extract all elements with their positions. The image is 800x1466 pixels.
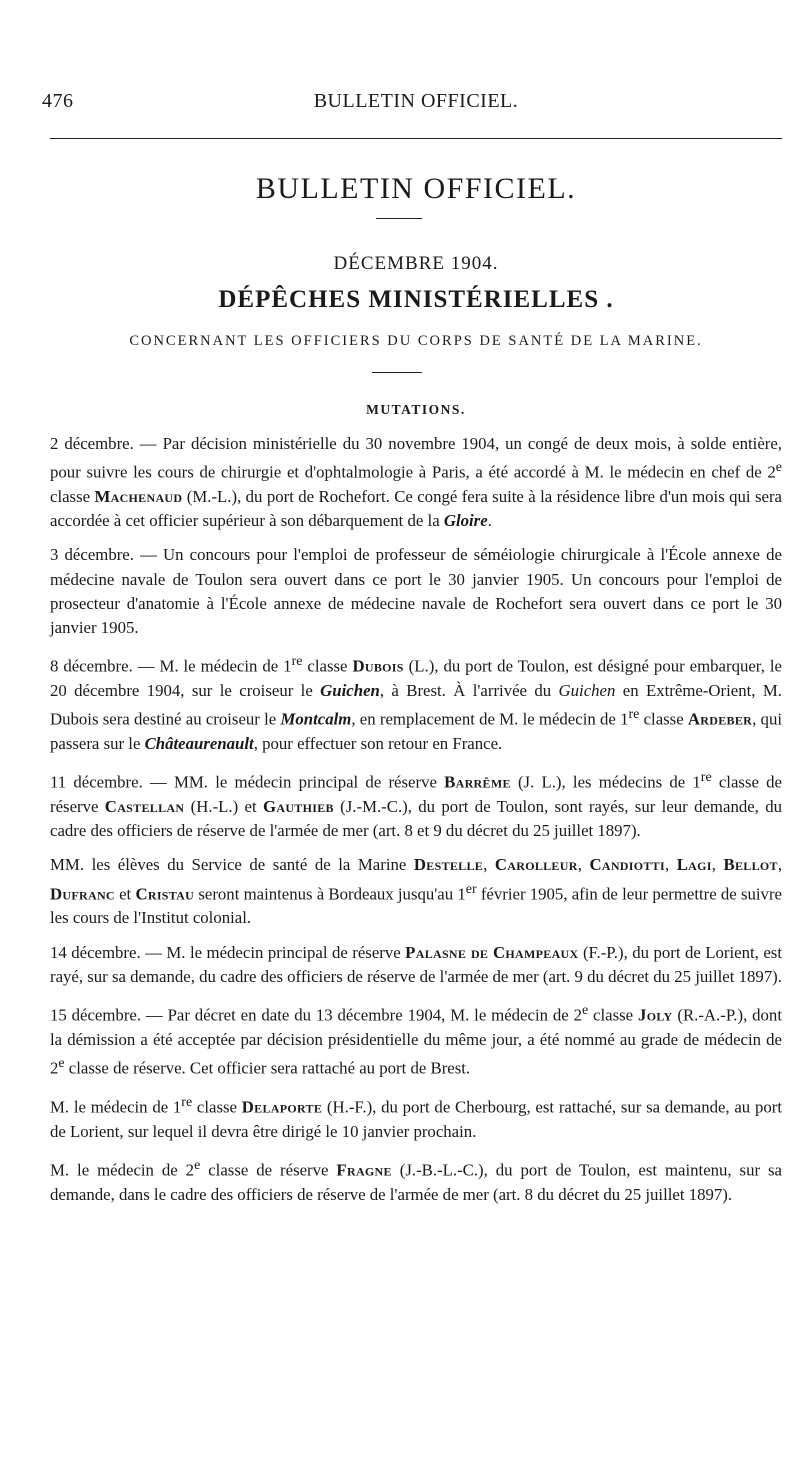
paragraph-fragne: M. le médecin de 2e classe de réserve Fragne (J.-B.-L.-C.), du port de Toulon, est maintenu, sur sa demande, dans le cadre des officiers de réserve de l'armée de mer (art. 8 du décret du 25 juillet 1897). <box>50 1157 782 1204</box>
title-rule <box>376 218 422 219</box>
student-name: Bellot <box>723 855 778 875</box>
body-text <box>50 432 782 1217</box>
paragraph-dec-8: 8 décembre. — M. le médecin de 1re classe Dubois (L.), du port de Toulon, est désigné pour embarquer, le 20 décembre 1904, sur le croiseur le Guichen, à Brest. À l'arrivée du Guichen en Extrême-Orient, M. Dubois sera destiné au croiseur le Montcalm, en remplacement de M. le médecin de 1re classe Ardeber, qui passera sur le Châteaurenault, pour effectuer son retour en France. <box>50 654 783 754</box>
date-heading: DÉCEMBRE 1904. <box>333 253 499 274</box>
officer-name: Joly <box>638 1005 673 1025</box>
document-page <box>42 0 783 1466</box>
section-heading: DÉPÊCHES MINISTÉRIELLES . <box>218 286 614 313</box>
running-title: BULLETIN OFFICIEL. <box>313 90 519 112</box>
officer-name: Ardeber <box>687 709 753 729</box>
paragraph-dec-3: 3 décembre. — Un concours pour l'emploi de professeur de séméiologie chirurgicale à l'École annexe de médecine navale de Toulon sera ouvert dans ce port le 30 janvier 1905. Un concours pour l'emploi de prosecteur d'anatomie à l'École annexe de médecine navale de Rochefort sera ouvert dans ce port le 30 janvier 1905. <box>50 545 782 638</box>
student-name: Lagi <box>676 855 712 875</box>
paragraph-eleves: MM. les élèves du Service de santé de la Marine Destelle, Carolleur, Candiotti, Lagi, Bellot, Dufranc et Cristau seront maintenus à Bordeaux jusqu'au 1er février 1905, afin de leur permettre de suivre les cours de l'Institut colonial. <box>50 855 783 928</box>
running-head <box>42 90 782 116</box>
officer-name: Barrême <box>444 772 511 792</box>
officer-name: Dubois <box>352 656 404 676</box>
page-number: 476 <box>42 90 74 112</box>
ship-name: Châteaurenault <box>144 734 254 754</box>
officer-name: Palasne de Champeaux <box>405 942 579 962</box>
paragraph-dec-14: 14 décembre. — M. le médecin principal de réserve Palasne de Champeaux (F.-P.), du port de Lorient, est rayé, sur sa demande, du cadre des officiers de réserve de l'armée de mer (art. 9 du décret du 25 juillet 1897). <box>50 942 782 986</box>
paragraph-dec-2: 2 décembre. — Par décision ministérielle du 30 novembre 1904, un congé de deux mois, à solde entière, pour suivre les cours de chirurgie et d'ophtalmologie à Paris, a été accordé à M. le médecin en chef de 2e classe Machenaud (M.-L.), du port de Rochefort. Ce congé fera suite à la résidence libre d'un mois qui sera accordée à cet officier supérieur à son débarquement de la Gloire. <box>50 434 782 531</box>
student-name: Cristau <box>135 884 195 904</box>
ship-name: Guichen <box>558 681 616 701</box>
paragraph-delaporte: M. le médecin de 1re classe Delaporte (H.-F.), du port de Cherbourg, est rattaché, sur sa demande, au port de Lorient, sur lequel il devra être dirigé le 10 janvier prochain. <box>50 1094 782 1141</box>
student-name: Carolleur <box>494 855 578 875</box>
header-rule <box>50 138 782 139</box>
main-title: BULLETIN OFFICIEL. <box>255 172 577 205</box>
student-name: Destelle <box>413 855 484 875</box>
ship-name: Montcalm <box>280 709 352 729</box>
officer-name: Machenaud <box>94 487 183 506</box>
officer-name: Delaporte <box>241 1097 323 1117</box>
paragraph-dec-11: 11 décembre. — MM. le médecin principal de réserve Barrême (J. L.), les médecins de 1re classe de réserve Castellan (H.-L.) et Gauthieb (J.-M.-C.), du port de Toulon, sont rayés, sur leur demande, du cadre des officiers de réserve de l'armée de mer (art. 8 et 9 du décret du 25 juillet 1897). <box>50 770 782 841</box>
officer-name: Gauthieb <box>263 797 334 817</box>
officer-name: Fragne <box>336 1160 392 1180</box>
student-name: Dufranc <box>50 884 115 904</box>
officer-name: Castellan <box>104 797 185 817</box>
mutations-heading: MUTATIONS. <box>366 402 466 417</box>
student-name: Candiotti <box>589 855 665 875</box>
section-subheading: CONCERNANT LES OFFICIERS DU CORPS DE SANTÉ DE LA MARINE. <box>129 333 703 349</box>
ship-name: Gloire <box>443 511 488 531</box>
subheading-rule <box>372 372 422 373</box>
paragraph-dec-15: 15 décembre. — Par décret en date du 13 décembre 1904, M. le médecin de 2e classe Joly (R.-A.-P.), dont la démission a été acceptée par décision présidentielle du même jour, a été nommé au grade de médecin de 2e classe de réserve. Cet officier sera rattaché au port de Brest. <box>50 1003 782 1078</box>
ship-name: Guichen <box>320 681 380 701</box>
